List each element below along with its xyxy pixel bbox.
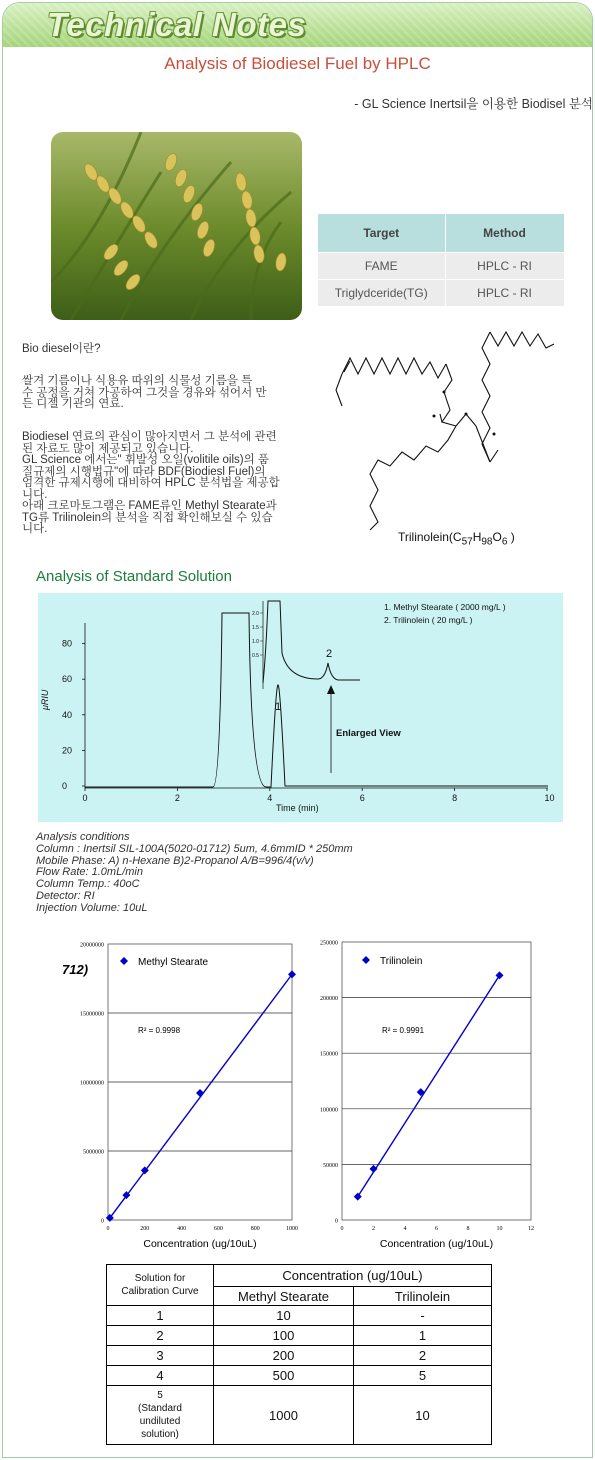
chromatogram-xlabel: Time (min) [276, 803, 319, 813]
x-tick-label: 8 [466, 1226, 470, 1232]
y-tick-label: 60 [62, 674, 73, 685]
x-tick-label: 600 [213, 1226, 223, 1232]
ms-cell: 500 [214, 1366, 354, 1386]
y-tick-label: 100000 [320, 1107, 338, 1114]
header-target: Target [318, 214, 445, 252]
inset-tick-label: 1.5 [252, 625, 259, 631]
x-axis-label: Concentration (ug/10uL) [379, 1238, 494, 1250]
text-line: 5 [157, 1390, 163, 1401]
trilinolein-header: Trilinolein [354, 1287, 492, 1306]
table-row [107, 1346, 492, 1366]
text-line: Analysis conditions [36, 831, 130, 843]
table-row [107, 1366, 492, 1386]
solution-cell: 1 [107, 1306, 214, 1326]
y-tick-label: 80 [62, 638, 73, 649]
trilinolein-calibration-chart [298, 932, 543, 1260]
formula-text: ) [507, 530, 515, 544]
tl-cell: 2 [354, 1346, 492, 1366]
formula-sub: 98 [481, 536, 493, 548]
method-cell: HPLC - RI [445, 252, 564, 279]
y-tick-label: 15000000 [80, 1011, 104, 1018]
method-cell: HPLC - RI [445, 279, 564, 306]
text-line: 아래 크로마토그램은 FAME류인 Methyl Stearate과 [22, 500, 277, 512]
x-tick-label: 4 [403, 1226, 407, 1232]
y-tick-label: 250000 [320, 940, 338, 947]
y-tick-label: 200000 [320, 996, 338, 1003]
text-line: 니다. [22, 523, 48, 535]
text-line: GL Science 에서는" 휘발성 오일(volitile oils)의 품 [22, 454, 270, 466]
x-tick-label: 0 [340, 1226, 344, 1232]
page-title: Analysis of Biodiesel Fuel by HPLC [164, 54, 431, 73]
table-row [318, 252, 564, 279]
x-tick-label: 6 [435, 1226, 438, 1232]
formula-text: O [492, 530, 502, 544]
text-line: 쌀겨 기름이나 식용유 따위의 식물성 기름을 특 [22, 375, 253, 387]
x-tick-label: 0 [82, 793, 88, 803]
r-squared-label: R² = 0.9991 [382, 1026, 425, 1035]
text-line: 니다. [22, 488, 48, 501]
trilinolein-structure [330, 322, 560, 532]
text-line: solution) [141, 1429, 179, 1440]
y-tick-label: 150000 [320, 1051, 338, 1058]
ms-cell: 10 [214, 1306, 354, 1326]
x-tick-label: 4 [267, 793, 273, 803]
tl-cell: 5 [354, 1366, 492, 1386]
y-tick-label: 40 [62, 709, 73, 720]
text-line: undiluted [139, 1416, 181, 1427]
x-tick-label: 12 [528, 1226, 534, 1232]
target-method-table [318, 214, 565, 306]
concentration-header: Concentration (ug/10uL) [214, 1265, 492, 1287]
text-line: Column Temp.: 40oC [36, 878, 140, 891]
chromatogram-legend-1: 1. Methyl Stearate ( 2000 mg/L ) [384, 602, 506, 612]
y-tick-label: 0 [101, 1218, 104, 1225]
y-tick-label: 10000000 [80, 1080, 104, 1087]
table-row [107, 1306, 492, 1326]
solution-cell: 4 [107, 1366, 214, 1386]
text-line: Mobile Phase: A) n-Hexane B)2-Propanol A/B=996/4(v/v) [36, 854, 314, 867]
solution-cell: 2 [107, 1326, 214, 1346]
text-line: 질규제의 시행법규"에 따라 BDF(Biodiesl Fuel)의 [22, 465, 266, 478]
x-tick-label: 400 [177, 1226, 187, 1232]
chart-fragment-label: 712) [62, 962, 89, 977]
bio-heading: Bio diesel이란? [22, 343, 101, 355]
text-line: Detector: RI [36, 889, 95, 902]
methyl-stearate-header: Methyl Stearate [214, 1287, 354, 1306]
tl-cell: 1 [354, 1326, 492, 1346]
methyl-stearate-calibration-chart [58, 932, 308, 1260]
solution-header [107, 1265, 214, 1306]
y-tick-label: 20000000 [80, 942, 104, 949]
y-tick-label: 0 [62, 781, 68, 791]
formula-text: H [472, 530, 482, 544]
header-method: Method [445, 214, 564, 252]
inset-tick-label: 1.0 [252, 639, 259, 645]
y-tick-label: 5000000 [83, 1149, 104, 1156]
plot-area [342, 942, 531, 1220]
text-line: 된 자료도 많이 제공되고 있습니다. [22, 442, 194, 455]
banner-title: Technical Notes [47, 6, 307, 43]
x-tick-label: 0 [106, 1226, 110, 1232]
ms-cell: 100 [214, 1326, 354, 1346]
chromatogram-ylabel: μRIU [40, 689, 50, 710]
bio-paragraph-2 [22, 432, 307, 536]
text-line: TG류 Trilinolein의 분석을 직접 확인해보실 수 있습 [22, 511, 273, 524]
x-tick-label: 2 [174, 793, 180, 803]
x-tick-label: 8 [452, 793, 458, 803]
table-row [318, 279, 564, 306]
r-squared-label: R² = 0.9998 [138, 1026, 181, 1035]
formula-text: Trilinolein(C [398, 530, 462, 544]
x-tick-label: 800 [250, 1226, 260, 1232]
text-line: (Standard [138, 1403, 182, 1414]
target-cell: Triglydceride(TG) [318, 279, 445, 306]
bio-paragraph-1 [22, 376, 307, 411]
molecule-formula [398, 530, 515, 547]
text-line: Flow Rate: 1.0mL/min [36, 866, 143, 879]
text-line: Calibration Curve [121, 1286, 199, 1297]
x-tick-label: 200 [140, 1226, 150, 1232]
formula-sub: 57 [461, 536, 473, 548]
x-tick-label: 6 [359, 793, 365, 803]
section-title: Analysis of Standard Solution [36, 568, 232, 585]
inset-tick-label: 2.0 [252, 611, 259, 617]
x-tick-label: 10 [496, 1226, 503, 1232]
x-tick-label: 2 [372, 1226, 375, 1232]
y-tick-label: 50000 [323, 1162, 338, 1169]
legend-label: Trilinolein [380, 956, 423, 967]
inset-tick-label: 0.5 [252, 653, 259, 659]
enlarged-view-label: Enlarged View [336, 728, 401, 739]
header-banner [3, 3, 593, 47]
solution-cell: 3 [107, 1346, 214, 1366]
page-subtitle: - GL Science Inertsil을 이용한 Biodisel 분석 [354, 97, 593, 111]
peak-label-2: 2 [326, 648, 333, 660]
formula-sub: 6 [501, 536, 508, 548]
text-line: Biodiesel 연료의 관심이 많아지면서 그 분석에 관련 [22, 431, 277, 443]
rice-photo [51, 132, 302, 320]
peak-label-1: 1 [275, 701, 282, 713]
x-axis-label: Concentration (ug/10uL) [143, 1238, 257, 1250]
tl-cell: - [354, 1306, 492, 1326]
chromatogram-legend-2: 2. Trilinolein ( 20 mg/L ) [384, 615, 473, 625]
y-tick-label: 0 [335, 1218, 338, 1225]
text-line: 엄격한 규제시행에 대비하여 HPLC 분석법을 제공합 [22, 477, 280, 489]
target-cell: FAME [318, 252, 445, 279]
x-tick-label: 10 [544, 793, 555, 803]
text-line: Solution for [134, 1273, 186, 1284]
tl-cell: 10 [354, 1386, 492, 1445]
table-row [107, 1386, 492, 1445]
x-tick-label: 1000 [286, 1226, 298, 1232]
table-row [107, 1326, 492, 1346]
solution-cell [107, 1386, 214, 1445]
chromatogram [38, 593, 563, 822]
calibration-table [106, 1264, 492, 1445]
y-tick-label: 20 [62, 745, 73, 756]
ms-cell: 1000 [214, 1386, 354, 1445]
text-line: Injection Volume: 10uL [36, 901, 148, 914]
text-line: Column : Inertsil SIL-100A(5020-01712) 5um, 4.6mmID * 250mm [36, 842, 353, 855]
analysis-conditions [36, 832, 353, 915]
text-line: 수 공정을 거쳐 가공하여 그것을 경유와 섞어서 만 [22, 386, 267, 399]
ms-cell: 200 [214, 1346, 354, 1366]
text-line: 든 디젤 기관의 연료. [22, 398, 124, 410]
legend-label: Methyl Stearate [138, 957, 209, 968]
